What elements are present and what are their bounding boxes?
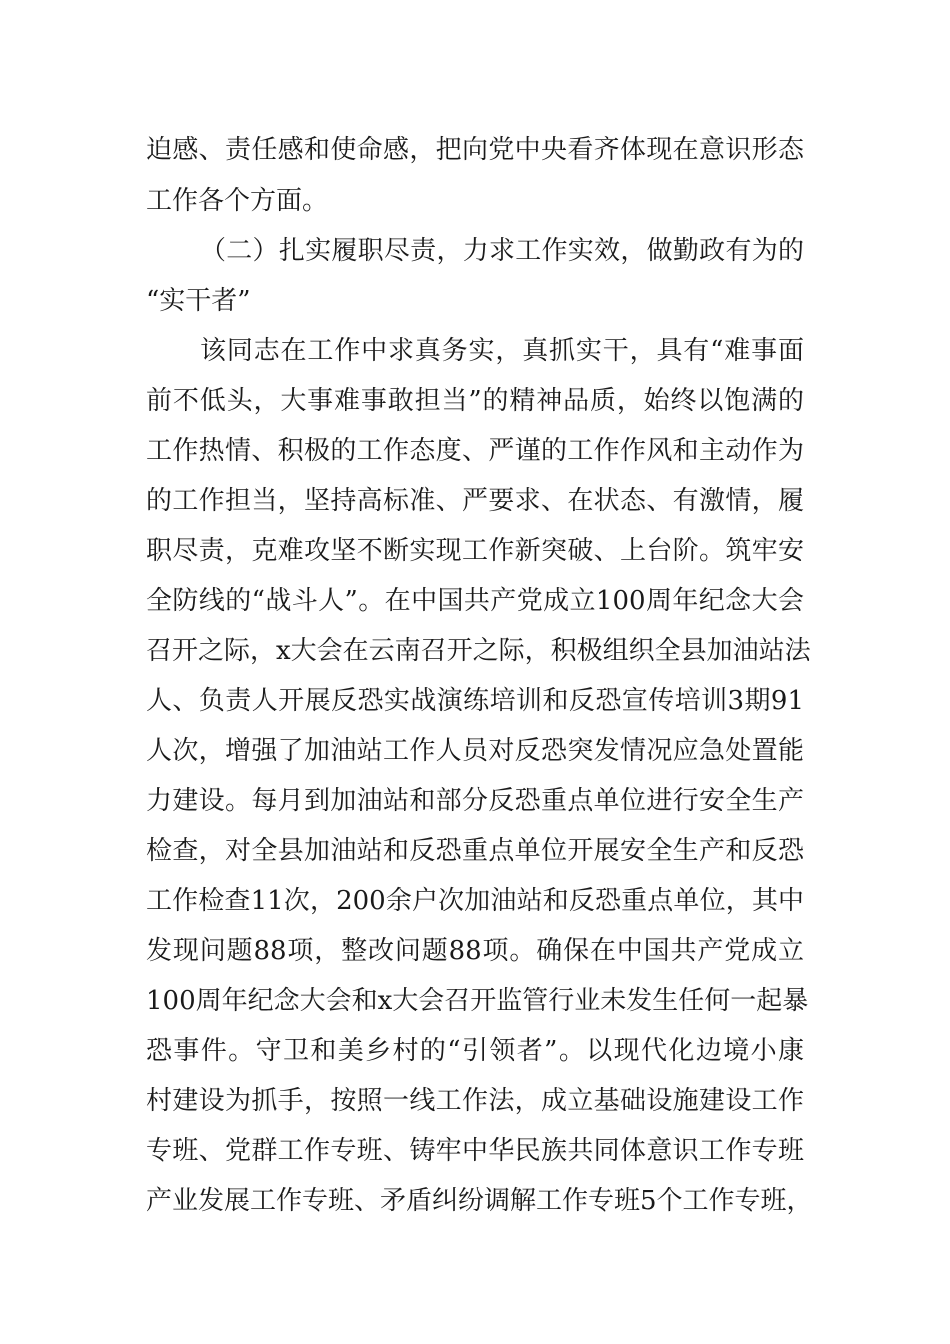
text-line: 的工作担当，坚持高标准、严要求、在状态、有激情，履 (146, 486, 804, 516)
text-line: 检查，对全县加油站和反恐重点单位开展安全生产和反恐 (146, 836, 804, 866)
text-line: 恐事件。守卫和美乡村的“引领者”。以现代化边境小康 (146, 1036, 804, 1066)
text-line: 100周年纪念大会和x大会召开监管行业未发生任何一起暴 (146, 986, 809, 1016)
text-line: 迫感、责任感和使命感，把向党中央看齐体现在意识形态 (146, 135, 804, 165)
text-line: 村建设为抓手，按照一线工作法，成立基础设施建设工作 (146, 1086, 804, 1116)
section-heading: （二）扎实履职尽责，力求工作实效，做勤政有为的 (200, 236, 804, 266)
text-line: 力建设。每月到加油站和部分反恐重点单位进行安全生产 (146, 786, 804, 816)
text-line: 产业发展工作专班、矛盾纠纷调解工作专班5个工作专班， (146, 1186, 813, 1216)
text-line: 工作各个方面。 (146, 186, 329, 216)
text-line: 发现问题88项，整改问题88项。确保在中国共产党成立 (146, 936, 804, 966)
text-line: 职尽责，克难攻坚不断实现工作新突破、上台阶。筑牢安 (146, 536, 804, 566)
text-line: 工作检查11次，200余户次加油站和反恐重点单位，其中 (146, 886, 804, 916)
text-line: 全防线的“战斗人”。在中国共产党成立100周年纪念大会 (146, 586, 804, 616)
text-line: 工作热情、积极的工作态度、严谨的工作作风和主动作为 (146, 436, 804, 466)
text-line: 召开之际，x大会在云南召开之际，积极组织全县加油站法 (146, 636, 811, 666)
section-heading-continued: “实干者” (146, 286, 251, 316)
text-line: 人、负责人开展反恐实战演练培训和反恐宣传培训3期91 (146, 686, 804, 716)
text-line: 该同志在工作中求真务实，真抓实干，具有“难事面 (200, 336, 804, 366)
text-line: 专班、党群工作专班、铸牢中华民族共同体意识工作专班 (146, 1136, 804, 1166)
text-line: 前不低头，大事难事敢担当”的精神品质，始终以饱满的 (146, 386, 804, 416)
text-line: 人次，增强了加油站工作人员对反恐突发情况应急处置能 (146, 736, 804, 766)
